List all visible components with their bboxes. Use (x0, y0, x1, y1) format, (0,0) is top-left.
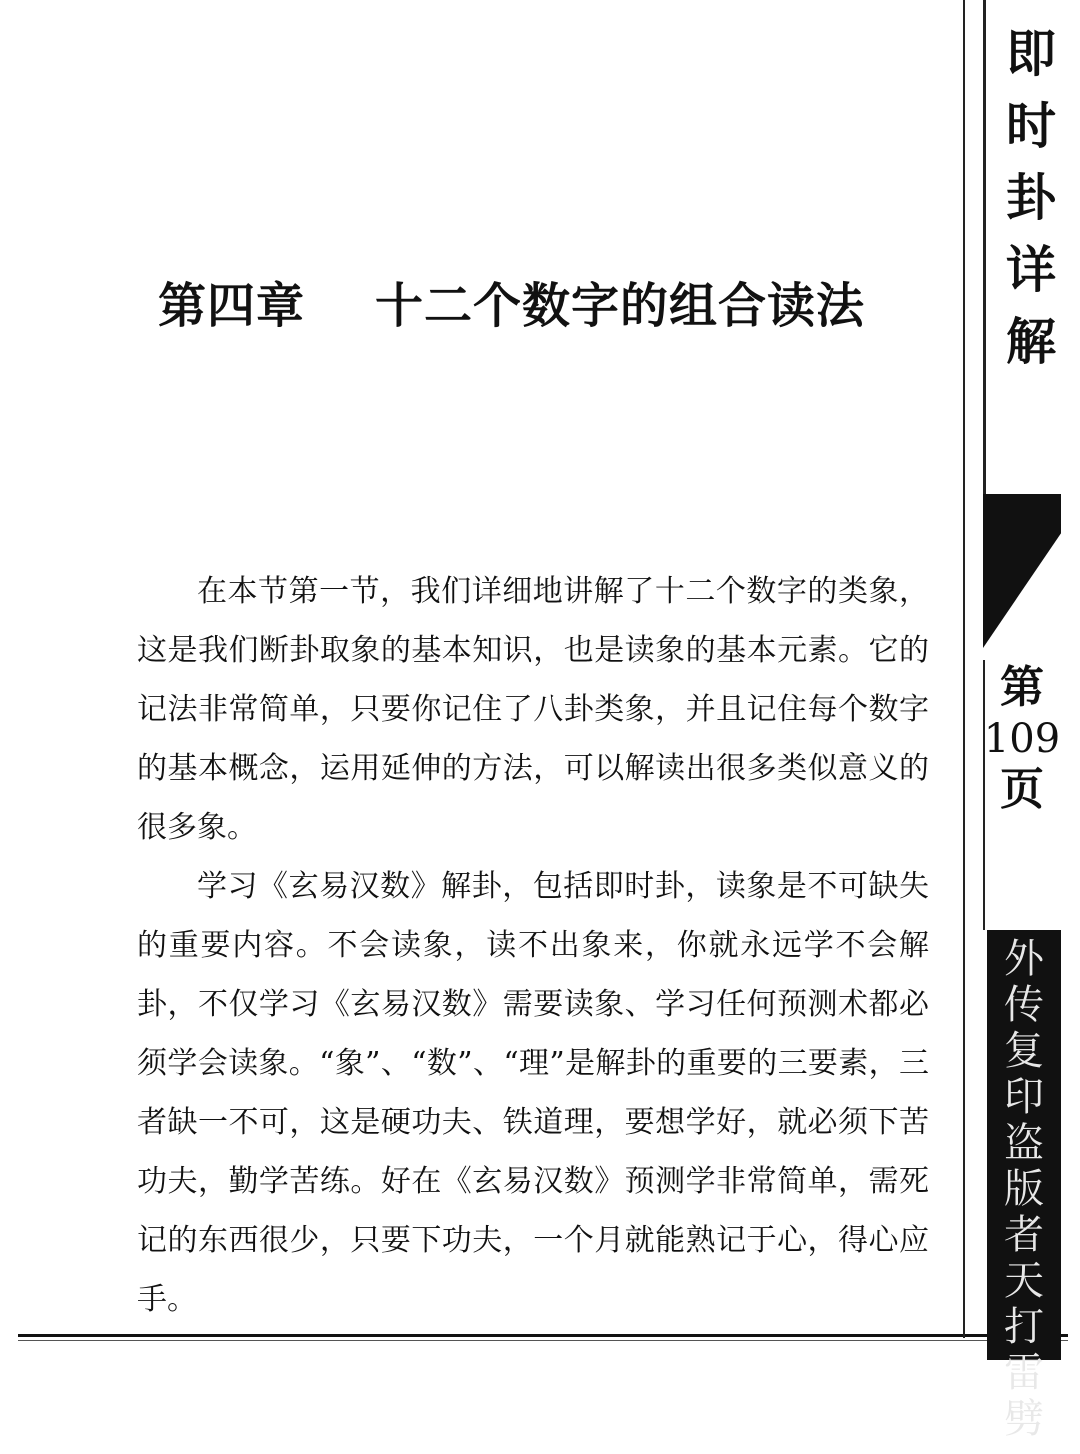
book-title-vertical: 即时卦详解 (1006, 24, 1056, 371)
page-prefix: 第 (1000, 662, 1044, 713)
side-divider (963, 0, 965, 1338)
bottom-rule-thin (18, 1340, 1068, 1341)
page-suffix: 页 (1000, 764, 1044, 815)
watermark-text: 外传复印盗版者天打雷劈 (1004, 936, 1044, 1442)
page-number-box (983, 660, 1061, 818)
paragraph-2: 学习《玄易汉数》解卦，包括即时卦，读象是不可缺失的重要内容。不会读象，读不出象来，你就永远学不会解卦，不仅学习《玄易汉数》需要读象、学习任何预测术都必须学会读象。“象”、“数”、“理”是解卦的重要的三要素，三者缺一不可，这是硬功夫、铁道理，要想学好，就必须下苦功夫，勤学苦练。好在《玄易汉数》预测学非常简单，需死记的东西很少，只要下功夫，一个月就能熟记于心，得心应手。 (137, 869, 929, 1317)
side-bar-decoration (983, 494, 1061, 508)
watermark-panel (987, 930, 1061, 1442)
side-divider-inner (983, 0, 986, 500)
chapter-title: 十二个数字的组合读法 (375, 278, 866, 334)
side-triangle-decoration (983, 508, 1061, 648)
page-number: 109 (983, 716, 1061, 762)
chapter-body (137, 562, 929, 1329)
chapter-heading (158, 278, 958, 334)
paragraph-1: 在本节第一节，我们详细地讲解了十二个数字的类象，这是我们断卦取象的基本知识，也是读象的基本元素。它的记法非常简单，只要你记住了八卦类象，并且记住每个数字的基本概念，运用延伸的方法，可以解读出很多类似意义的很多象。 (137, 574, 929, 845)
bottom-rule (18, 1334, 1068, 1337)
chapter-number: 第四章 (158, 278, 306, 334)
